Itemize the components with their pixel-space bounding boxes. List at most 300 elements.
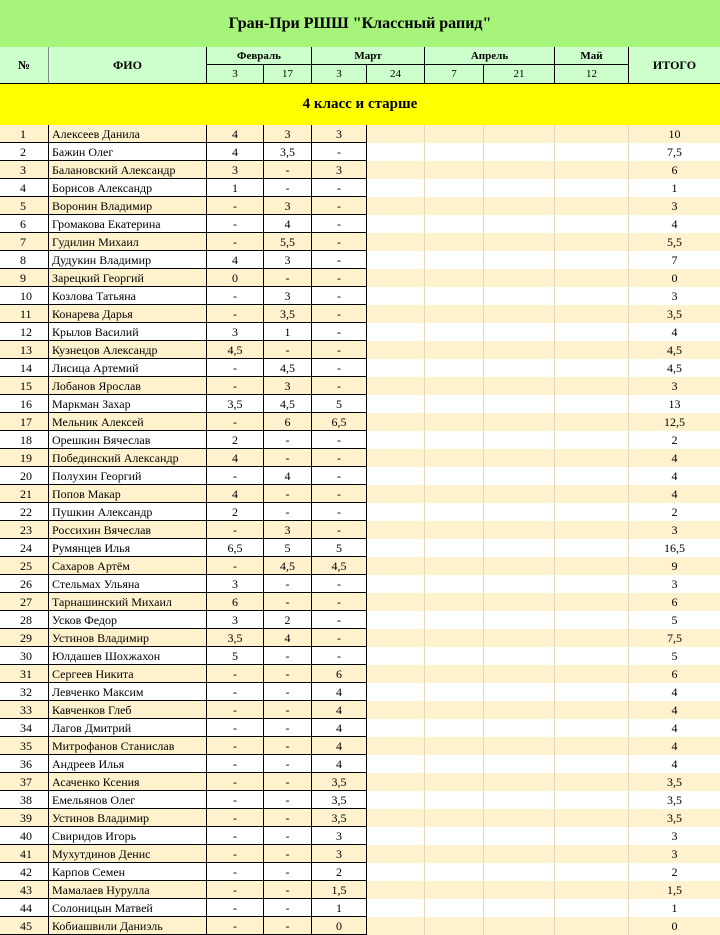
score-mar-3: 3,5: [312, 791, 367, 809]
empty-score-cell: [425, 359, 484, 377]
empty-score-cell: [555, 485, 629, 503]
empty-score-cell: [425, 215, 484, 233]
empty-score-cell: [425, 611, 484, 629]
empty-score-cell: [484, 467, 555, 485]
empty-score-cell: [484, 881, 555, 899]
row-number: 9: [0, 269, 49, 287]
row-total: 16,5: [664, 541, 685, 555]
score-feb-17: -: [264, 449, 312, 467]
score-feb-17: 3: [264, 251, 312, 269]
score-feb-3: -: [207, 845, 264, 863]
table-row: [0, 773, 720, 791]
row-total: 3: [671, 523, 678, 537]
score-mar-3: 5: [312, 539, 367, 557]
score-feb-3: -: [207, 521, 264, 539]
score-feb-3: -: [207, 863, 264, 881]
empty-score-cell: [555, 161, 629, 179]
empty-score-cell: [555, 665, 629, 683]
empty-score-cell: [425, 899, 484, 917]
empty-score-cell: [555, 215, 629, 233]
table-row: [0, 197, 720, 215]
score-mar-3: -: [312, 341, 367, 359]
row-number: 39: [0, 809, 49, 827]
score-feb-17: -: [264, 683, 312, 701]
empty-score-cell: [555, 125, 629, 143]
empty-score-cell: [425, 395, 484, 413]
row-number: 18: [0, 431, 49, 449]
score-feb-3: -: [207, 917, 264, 935]
table-row: [0, 737, 720, 755]
row-name: Балановский Александр: [49, 161, 207, 179]
empty-score-cell: [425, 557, 484, 575]
row-number: 45: [0, 917, 49, 935]
empty-score-cell: [555, 413, 629, 431]
score-mar-3: -: [312, 215, 367, 233]
score-feb-17: -: [264, 665, 312, 683]
score-mar-3: -: [312, 359, 367, 377]
empty-score-cell: [555, 737, 629, 755]
score-feb-3: 4: [207, 143, 264, 161]
empty-score-cell: [484, 773, 555, 791]
score-feb-17: 4: [264, 629, 312, 647]
score-feb-3: -: [207, 683, 264, 701]
empty-score-cell: [367, 665, 425, 683]
table-row: [0, 665, 720, 683]
score-feb-17: 3,5: [264, 305, 312, 323]
row-total: 4: [671, 469, 678, 483]
score-mar-3: 0: [312, 917, 367, 935]
table-row: [0, 917, 720, 935]
score-mar-3: -: [312, 269, 367, 287]
empty-score-cell: [425, 701, 484, 719]
table-row: [0, 827, 720, 845]
empty-score-cell: [555, 827, 629, 845]
score-feb-17: -: [264, 179, 312, 197]
empty-score-cell: [555, 341, 629, 359]
row-total: 3: [671, 829, 678, 843]
row-name: Гудилин Михаил: [49, 233, 207, 251]
empty-score-cell: [367, 719, 425, 737]
empty-score-cell: [425, 143, 484, 161]
row-number: 12: [0, 323, 49, 341]
empty-score-cell: [425, 917, 484, 935]
empty-score-cell: [425, 755, 484, 773]
row-number: 30: [0, 647, 49, 665]
row-number: 41: [0, 845, 49, 863]
empty-score-cell: [367, 881, 425, 899]
table-row: [0, 395, 720, 413]
empty-score-cell: [367, 359, 425, 377]
score-mar-3: -: [312, 593, 367, 611]
score-feb-3: 3,5: [207, 395, 264, 413]
empty-score-cell: [425, 287, 484, 305]
empty-score-cell: [555, 791, 629, 809]
row-number: 11: [0, 305, 49, 323]
empty-score-cell: [555, 323, 629, 341]
empty-score-cell: [484, 683, 555, 701]
table-row: [0, 629, 720, 647]
score-mar-3: -: [312, 305, 367, 323]
row-name: Стельмах Ульяна: [49, 575, 207, 593]
empty-score-cell: [555, 431, 629, 449]
score-mar-3: 4: [312, 719, 367, 737]
header-day: 21: [484, 65, 555, 84]
empty-score-cell: [367, 737, 425, 755]
empty-score-cell: [555, 197, 629, 215]
row-name: Кавченков Глеб: [49, 701, 207, 719]
score-feb-17: 4,5: [264, 395, 312, 413]
score-mar-3: 4: [312, 755, 367, 773]
score-mar-3: -: [312, 629, 367, 647]
score-mar-3: 4: [312, 737, 367, 755]
empty-score-cell: [555, 773, 629, 791]
row-number: 31: [0, 665, 49, 683]
score-feb-3: 2: [207, 431, 264, 449]
score-feb-17: -: [264, 737, 312, 755]
row-total: 1: [671, 901, 678, 915]
empty-score-cell: [425, 665, 484, 683]
row-number: 16: [0, 395, 49, 413]
row-total: 4: [671, 721, 678, 735]
row-name: Борисов Александр: [49, 179, 207, 197]
empty-score-cell: [484, 125, 555, 143]
table-row: [0, 575, 720, 593]
empty-score-cell: [484, 719, 555, 737]
table-row: [0, 413, 720, 431]
empty-score-cell: [555, 179, 629, 197]
empty-score-cell: [555, 629, 629, 647]
empty-score-cell: [555, 503, 629, 521]
row-number: 42: [0, 863, 49, 881]
score-feb-3: 3: [207, 323, 264, 341]
table-row: [0, 251, 720, 269]
row-number: 38: [0, 791, 49, 809]
results-table-body: [0, 125, 720, 935]
table-row: [0, 719, 720, 737]
score-mar-3: -: [312, 647, 367, 665]
empty-score-cell: [425, 737, 484, 755]
table-row: [0, 377, 720, 395]
score-feb-3: 3: [207, 575, 264, 593]
header-month-mar: Март: [312, 47, 425, 65]
empty-score-cell: [484, 521, 555, 539]
score-feb-17: 4: [264, 215, 312, 233]
empty-score-cell: [425, 863, 484, 881]
row-total: 2: [671, 865, 678, 879]
score-mar-3: -: [312, 179, 367, 197]
score-feb-3: 0: [207, 269, 264, 287]
empty-score-cell: [484, 323, 555, 341]
empty-score-cell: [484, 143, 555, 161]
empty-score-cell: [425, 503, 484, 521]
row-name: Румянцев Илья: [49, 539, 207, 557]
empty-score-cell: [484, 269, 555, 287]
empty-score-cell: [555, 701, 629, 719]
row-total: 4: [671, 451, 678, 465]
score-mar-3: -: [312, 251, 367, 269]
score-mar-3: 5: [312, 395, 367, 413]
empty-score-cell: [484, 701, 555, 719]
empty-score-cell: [555, 611, 629, 629]
row-name: Маркман Захар: [49, 395, 207, 413]
row-number: 27: [0, 593, 49, 611]
empty-score-cell: [425, 413, 484, 431]
table-row: [0, 269, 720, 287]
score-feb-17: 6: [264, 413, 312, 431]
score-feb-17: -: [264, 899, 312, 917]
row-name: Алексеев Данила: [49, 125, 207, 143]
row-total: 4: [671, 325, 678, 339]
score-feb-3: 3,5: [207, 629, 264, 647]
score-feb-3: 4: [207, 251, 264, 269]
empty-score-cell: [367, 341, 425, 359]
score-mar-3: 1,5: [312, 881, 367, 899]
empty-score-cell: [484, 233, 555, 251]
empty-score-cell: [484, 251, 555, 269]
row-name: Бажин Олег: [49, 143, 207, 161]
empty-score-cell: [367, 251, 425, 269]
empty-score-cell: [425, 647, 484, 665]
empty-score-cell: [484, 485, 555, 503]
row-number: 36: [0, 755, 49, 773]
row-name: Левченко Максим: [49, 683, 207, 701]
score-feb-17: 3: [264, 521, 312, 539]
header-month-may: Май: [555, 47, 629, 65]
row-number: 5: [0, 197, 49, 215]
header-day: 12: [555, 65, 629, 84]
empty-score-cell: [555, 647, 629, 665]
score-mar-3: 4: [312, 683, 367, 701]
score-feb-17: 3: [264, 197, 312, 215]
empty-score-cell: [425, 521, 484, 539]
score-feb-17: -: [264, 503, 312, 521]
score-feb-3: 2: [207, 503, 264, 521]
row-number: 26: [0, 575, 49, 593]
row-name: Усков Федор: [49, 611, 207, 629]
score-feb-3: -: [207, 233, 264, 251]
row-total: 5,5: [667, 235, 682, 249]
empty-score-cell: [425, 845, 484, 863]
empty-score-cell: [555, 377, 629, 395]
table-row: [0, 521, 720, 539]
row-name: Митрофанов Станислав: [49, 737, 207, 755]
row-total: 3,5: [667, 775, 682, 789]
score-mar-3: 4,5: [312, 557, 367, 575]
score-feb-17: 2: [264, 611, 312, 629]
score-feb-17: -: [264, 341, 312, 359]
empty-score-cell: [555, 863, 629, 881]
empty-score-cell: [367, 917, 425, 935]
empty-score-cell: [555, 233, 629, 251]
table-row: [0, 611, 720, 629]
table-row: [0, 485, 720, 503]
empty-score-cell: [484, 395, 555, 413]
row-name: Мельник Алексей: [49, 413, 207, 431]
empty-score-cell: [484, 413, 555, 431]
row-total: 7,5: [667, 631, 682, 645]
score-feb-3: 3: [207, 161, 264, 179]
empty-score-cell: [367, 701, 425, 719]
row-number: 43: [0, 881, 49, 899]
empty-score-cell: [425, 251, 484, 269]
row-total: 4: [671, 739, 678, 753]
score-feb-3: 4: [207, 125, 264, 143]
empty-score-cell: [367, 611, 425, 629]
empty-score-cell: [484, 449, 555, 467]
score-feb-3: -: [207, 287, 264, 305]
row-number: 35: [0, 737, 49, 755]
row-name: Свиридов Игорь: [49, 827, 207, 845]
table-row: [0, 701, 720, 719]
row-name: Зарецкий Георгий: [49, 269, 207, 287]
empty-score-cell: [367, 557, 425, 575]
empty-score-cell: [484, 917, 555, 935]
empty-score-cell: [484, 863, 555, 881]
empty-score-cell: [484, 161, 555, 179]
empty-score-cell: [484, 737, 555, 755]
row-number: 14: [0, 359, 49, 377]
row-total: 3,5: [667, 793, 682, 807]
empty-score-cell: [425, 827, 484, 845]
row-name: Карпов Семен: [49, 863, 207, 881]
score-mar-3: -: [312, 575, 367, 593]
table-row: [0, 323, 720, 341]
score-feb-17: -: [264, 809, 312, 827]
empty-score-cell: [484, 557, 555, 575]
score-mar-3: -: [312, 449, 367, 467]
empty-score-cell: [367, 827, 425, 845]
row-number: 17: [0, 413, 49, 431]
score-feb-17: -: [264, 827, 312, 845]
table-row: [0, 683, 720, 701]
row-total: 12,5: [664, 415, 685, 429]
row-total: 1: [671, 181, 678, 195]
row-number: 21: [0, 485, 49, 503]
empty-score-cell: [367, 431, 425, 449]
empty-score-cell: [555, 683, 629, 701]
header-num: №: [0, 47, 49, 84]
header-day: 7: [425, 65, 484, 84]
row-total: 2: [671, 505, 678, 519]
score-feb-3: -: [207, 467, 264, 485]
empty-score-cell: [555, 251, 629, 269]
score-feb-3: 6: [207, 593, 264, 611]
row-number: 6: [0, 215, 49, 233]
row-total: 4: [671, 685, 678, 699]
empty-score-cell: [367, 269, 425, 287]
score-feb-17: 1: [264, 323, 312, 341]
empty-score-cell: [555, 521, 629, 539]
empty-score-cell: [367, 467, 425, 485]
empty-score-cell: [425, 233, 484, 251]
row-total: 3: [671, 289, 678, 303]
empty-score-cell: [425, 305, 484, 323]
row-number: 44: [0, 899, 49, 917]
empty-score-cell: [367, 593, 425, 611]
row-number: 20: [0, 467, 49, 485]
empty-score-cell: [555, 449, 629, 467]
empty-score-cell: [555, 881, 629, 899]
row-name: Воронин Владимир: [49, 197, 207, 215]
score-feb-17: -: [264, 917, 312, 935]
score-feb-3: 5: [207, 647, 264, 665]
row-number: 40: [0, 827, 49, 845]
page-title: Гран-При РШШ "Классный рапид": [0, 0, 720, 47]
table-row: [0, 791, 720, 809]
empty-score-cell: [367, 485, 425, 503]
empty-score-cell: [484, 431, 555, 449]
row-name: Устинов Владимир: [49, 629, 207, 647]
row-total: 4: [671, 703, 678, 717]
row-total: 2: [671, 433, 678, 447]
table-row: [0, 593, 720, 611]
empty-score-cell: [484, 215, 555, 233]
score-mar-3: 3,5: [312, 773, 367, 791]
empty-score-cell: [555, 395, 629, 413]
score-feb-17: -: [264, 593, 312, 611]
empty-score-cell: [367, 575, 425, 593]
row-name: Сахаров Артём: [49, 557, 207, 575]
empty-score-cell: [425, 881, 484, 899]
row-name: Тарнашинский Михаил: [49, 593, 207, 611]
empty-score-cell: [555, 143, 629, 161]
empty-score-cell: [367, 161, 425, 179]
empty-score-cell: [555, 845, 629, 863]
table-row: [0, 431, 720, 449]
score-feb-3: 6,5: [207, 539, 264, 557]
row-name: Андреев Илья: [49, 755, 207, 773]
row-name: Дудукин Владимир: [49, 251, 207, 269]
score-mar-3: -: [312, 611, 367, 629]
empty-score-cell: [425, 791, 484, 809]
table-row: [0, 125, 720, 143]
empty-score-cell: [425, 323, 484, 341]
row-number: 4: [0, 179, 49, 197]
row-name: Лисица Артемий: [49, 359, 207, 377]
score-mar-3: 1: [312, 899, 367, 917]
score-feb-17: -: [264, 755, 312, 773]
empty-score-cell: [425, 179, 484, 197]
score-feb-3: -: [207, 827, 264, 845]
table-row: [0, 161, 720, 179]
score-feb-17: -: [264, 647, 312, 665]
empty-score-cell: [555, 539, 629, 557]
header-fio: ФИО: [49, 47, 207, 84]
score-feb-3: 3: [207, 611, 264, 629]
table-header: [0, 47, 720, 84]
score-mar-3: -: [312, 197, 367, 215]
empty-score-cell: [425, 161, 484, 179]
table-row: [0, 143, 720, 161]
empty-score-cell: [555, 917, 629, 935]
row-number: 25: [0, 557, 49, 575]
empty-score-cell: [367, 755, 425, 773]
empty-score-cell: [484, 791, 555, 809]
score-feb-17: 4,5: [264, 557, 312, 575]
empty-score-cell: [367, 629, 425, 647]
empty-score-cell: [555, 557, 629, 575]
empty-score-cell: [555, 719, 629, 737]
empty-score-cell: [484, 899, 555, 917]
row-name: Громакова Екатерина: [49, 215, 207, 233]
score-mar-3: 6,5: [312, 413, 367, 431]
empty-score-cell: [367, 521, 425, 539]
row-total: 6: [671, 667, 678, 681]
row-name: Мухутдинов Денис: [49, 845, 207, 863]
score-feb-3: -: [207, 899, 264, 917]
row-total: 4,5: [667, 361, 682, 375]
score-feb-17: 5,5: [264, 233, 312, 251]
